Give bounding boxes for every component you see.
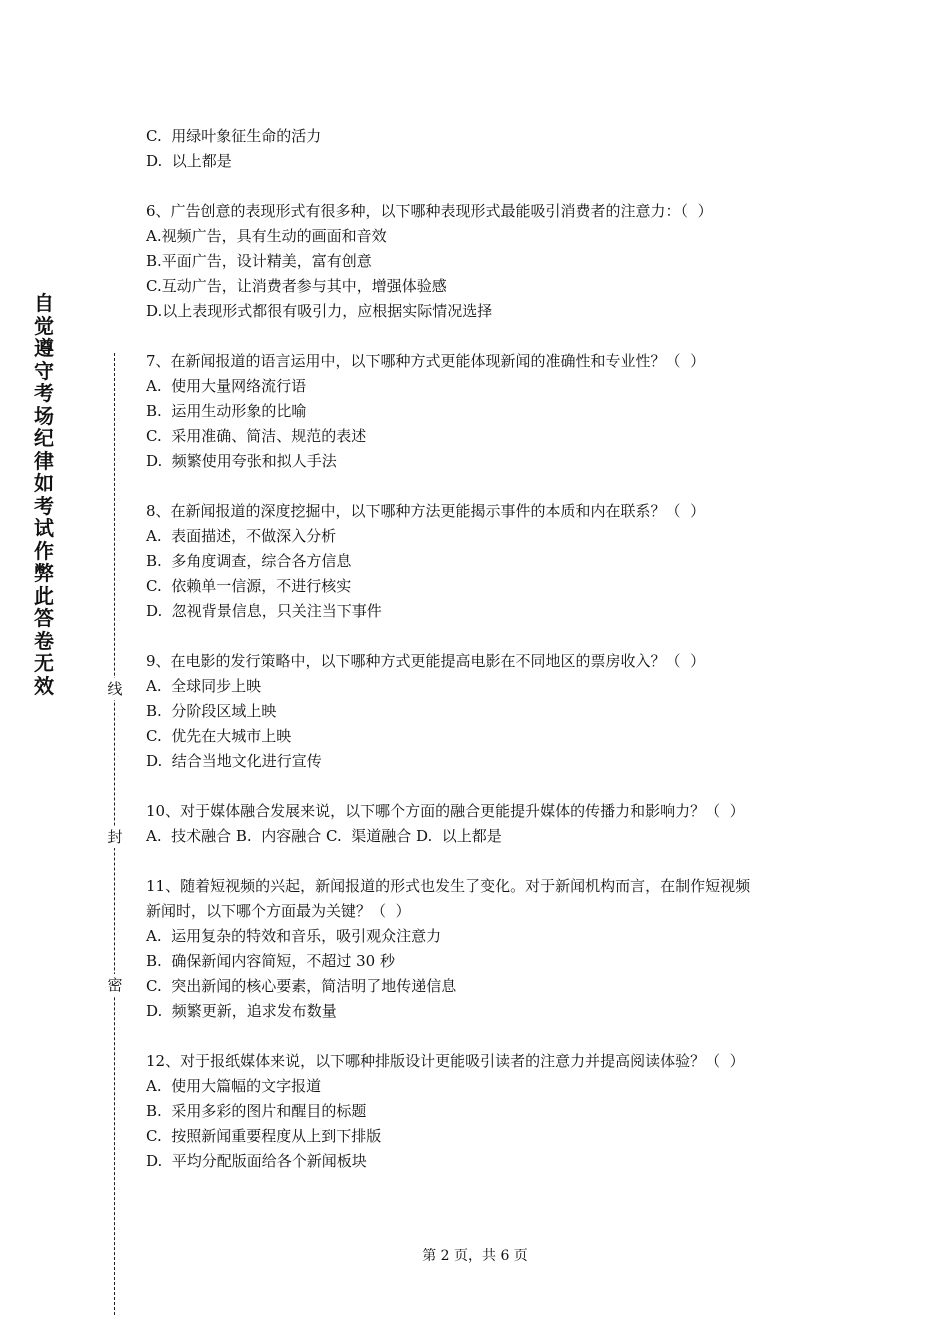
question-line: C. 优先在大城市上映 bbox=[146, 727, 292, 745]
question-line: D. 结合当地文化进行宣传 bbox=[146, 752, 322, 770]
question-stem: 9、在电影的发行策略中，以下哪种方式更能提高电影在不同地区的票房收入？（ ） bbox=[146, 652, 706, 670]
question-6 bbox=[146, 199, 818, 324]
block-spacer bbox=[146, 324, 818, 349]
question-line: C. 用绿叶象征生命的活力 bbox=[146, 127, 322, 145]
block-spacer bbox=[146, 774, 818, 799]
question-line: 新闻时，以下哪个方面最为关键？（ ） bbox=[146, 902, 411, 920]
seal-mark-line: 线 bbox=[104, 678, 126, 700]
question-9 bbox=[146, 649, 818, 774]
question-line: D. 频繁使用夸张和拟人手法 bbox=[146, 452, 337, 470]
question-line: B. 多角度调查，综合各方信息 bbox=[146, 552, 352, 570]
question-stem: 7、在新闻报道的语言运用中，以下哪种方式更能体现新闻的准确性和专业性？（ ） bbox=[146, 352, 706, 370]
question-line: A.视频广告，具有生动的画面和音效 bbox=[146, 227, 387, 245]
question-8 bbox=[146, 499, 818, 624]
exam-discipline-warning: 自觉遵守考场纪律如考试作弊此答卷无效 bbox=[34, 291, 54, 698]
question-line: C. 依赖单一信源，不进行核实 bbox=[146, 577, 352, 595]
seal-mark-secret: 密 bbox=[104, 974, 126, 996]
block-spacer bbox=[146, 1024, 818, 1049]
question-line: C. 按照新闻重要程度从上到下排版 bbox=[146, 1127, 382, 1145]
page-footer: 第 2 页，共 6 页 bbox=[422, 1248, 528, 1264]
question-7 bbox=[146, 349, 818, 474]
question-line: B. 采用多彩的图片和醒目的标题 bbox=[146, 1102, 367, 1120]
block-spacer bbox=[146, 474, 818, 499]
question-line: D. 平均分配版面给各个新闻板块 bbox=[146, 1152, 367, 1170]
question-line: A. 运用复杂的特效和音乐，吸引观众注意力 bbox=[146, 927, 442, 945]
block-spacer bbox=[146, 174, 818, 199]
question-line: C. 采用准确、简洁、规范的表述 bbox=[146, 427, 367, 445]
seal-mark-seal: 封 bbox=[104, 826, 126, 848]
question-line: A. 技术融合 B. 内容融合 C. 渠道融合 D. 以上都是 bbox=[146, 827, 502, 845]
question-stem: 6、广告创意的表现形式有很多种，以下哪种表现形式最能吸引消费者的注意力：（ ） bbox=[146, 202, 713, 220]
question-line: A. 使用大量网络流行语 bbox=[146, 377, 307, 395]
question-line: B. 分阶段区域上映 bbox=[146, 702, 277, 720]
question-line: A. 使用大篇幅的文字报道 bbox=[146, 1077, 322, 1095]
question-12 bbox=[146, 1049, 818, 1174]
question-line: D.以上表现形式都很有吸引力，应根据实际情况选择 bbox=[146, 302, 493, 320]
question-line: B.平面广告，设计精美，富有创意 bbox=[146, 252, 372, 270]
question-stem: 11、随着短视频的兴起，新闻报道的形式也发生了变化。对于新闻机构而言，在制作短视频 bbox=[146, 877, 751, 895]
question-line: D. 频繁更新，追求发布数量 bbox=[146, 1002, 337, 1020]
question-line: B. 确保新闻内容简短，不超过 30 秒 bbox=[146, 952, 395, 970]
question-11 bbox=[146, 874, 818, 1024]
question-line: B. 运用生动形象的比喻 bbox=[146, 402, 307, 420]
question-line: A. 全球同步上映 bbox=[146, 677, 262, 695]
question-stem: 8、在新闻报道的深度挖掘中，以下哪种方法更能揭示事件的本质和内在联系？（ ） bbox=[146, 502, 706, 520]
question-line: C. 突出新闻的核心要素，简洁明了地传递信息 bbox=[146, 977, 457, 995]
question-line: A. 表面描述，不做深入分析 bbox=[146, 527, 337, 545]
question-5-options bbox=[146, 124, 818, 174]
question-stem: 12、对于报纸媒体来说，以下哪种排版设计更能吸引读者的注意力并提高阅读体验？（ ） bbox=[146, 1052, 745, 1070]
question-stem: 10、对于媒体融合发展来说，以下哪个方面的融合更能提升媒体的传播力和影响力？（ ） bbox=[146, 802, 745, 820]
question-10 bbox=[146, 799, 818, 849]
exam-questions bbox=[146, 124, 818, 1174]
question-line: D. 忽视背景信息，只关注当下事件 bbox=[146, 602, 382, 620]
block-spacer bbox=[146, 849, 818, 874]
question-line: D. 以上都是 bbox=[146, 152, 232, 170]
question-line: C.互动广告，让消费者参与其中，增强体验感 bbox=[146, 277, 447, 295]
block-spacer bbox=[146, 624, 818, 649]
